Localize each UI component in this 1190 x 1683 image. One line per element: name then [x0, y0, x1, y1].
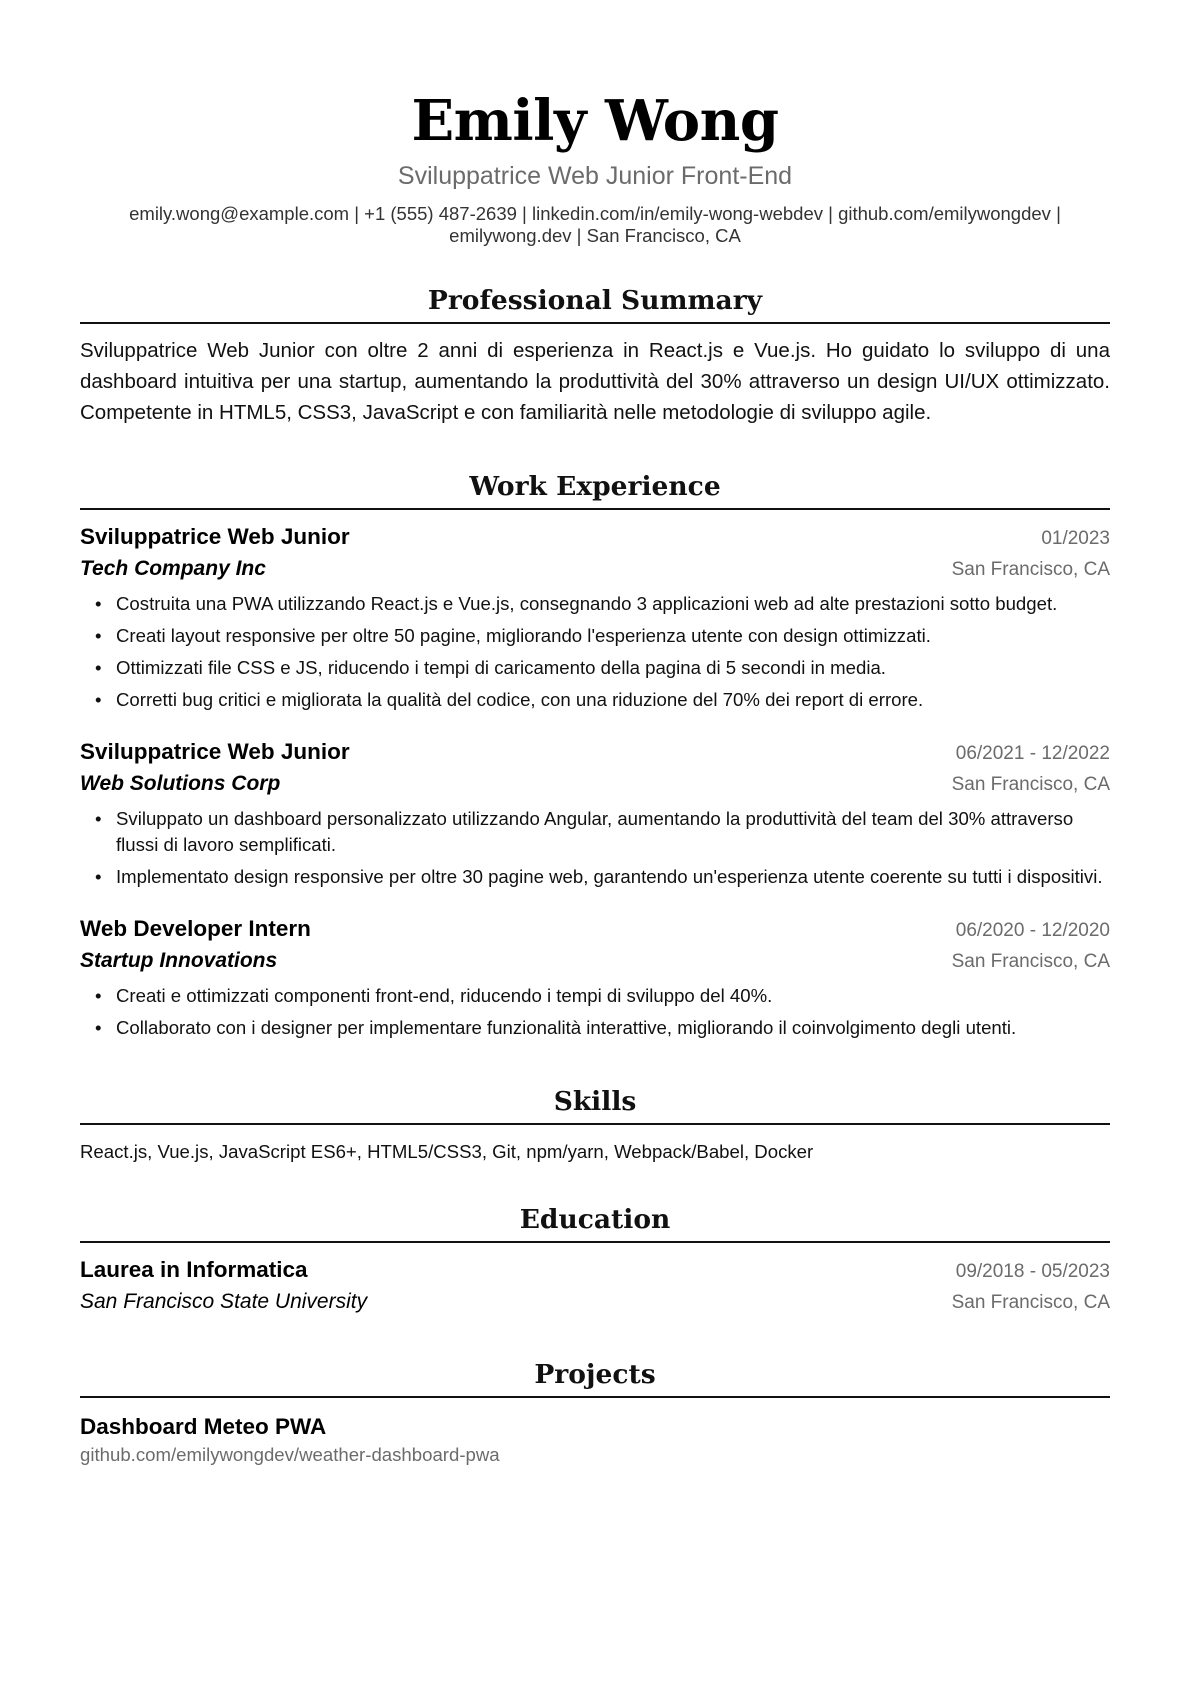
education-entry [80, 1255, 1110, 1318]
bullet-icon: • [95, 866, 102, 887]
job-entry [80, 737, 1110, 890]
job-subheader [80, 554, 1110, 585]
education-title: Education [80, 1203, 1110, 1243]
job-location: San Francisco, CA [951, 951, 1110, 972]
summary-text: Sviluppatrice Web Junior con oltre 2 anni di esperienza in React.js e Vue.js. Ho guidato lo sviluppo di una dashboard intuitiva per una startup, aumentando la produttività del 30% attraverso un design UI/UX ottimizzato. Competente in HTML5, CSS3, JavaScript e con familiarità nelle metodologie di sviluppo agile. [80, 339, 1110, 424]
skills-title: Skills [80, 1085, 1110, 1125]
job-header [80, 737, 1110, 769]
job-header [80, 914, 1110, 946]
projects-title: Projects [80, 1358, 1110, 1398]
job-location: San Francisco, CA [951, 559, 1110, 580]
bullet-icon: • [95, 593, 102, 614]
skills-section [80, 1085, 1110, 1165]
job-bullets [80, 806, 1110, 890]
job-header [80, 522, 1110, 554]
projects-section [80, 1358, 1110, 1468]
job-location: San Francisco, CA [951, 774, 1110, 795]
bullet-icon: • [95, 985, 102, 1006]
bullet-icon: • [95, 1017, 102, 1038]
summary-title: Professional Summary [80, 284, 1110, 324]
skills-text: React.js, Vue.js, JavaScript ES6+, HTML5/CSS3, Git, npm/yarn, Webpack/Babel, Docker [80, 1141, 814, 1162]
list-item: • Creati e ottimizzati componenti front-end, riducendo i tempi di sviluppo del 40%. [80, 983, 1110, 1009]
job-company: Web Solutions Corp [80, 772, 281, 795]
list-item: • Ottimizzati file CSS e JS, riducendo i tempi di caricamento della pagina di 5 secondi in media. [80, 655, 1110, 681]
contact-line-1: emily.wong@example.com | +1 (555) 487-2639 | linkedin.com/in/emily-wong-webdev | github.com/emilywongdev | [129, 203, 1061, 224]
list-item: • Sviluppato un dashboard personalizzato utilizzando Angular, aumentando la produttività del team del 30% attraverso flussi di lavoro semplificati. [95, 808, 1074, 855]
education-header [80, 1255, 1110, 1287]
job-company: Startup Innovations [80, 949, 278, 972]
job-role: Web Developer Intern [80, 916, 311, 941]
list-item: • Creati layout responsive per oltre 50 pagine, migliorando l'esperienza utente con design ottimizzati. [80, 623, 1110, 649]
education-location: San Francisco, CA [951, 1292, 1110, 1313]
bullet-icon: • [95, 689, 102, 710]
degree-name: Laurea in Informatica [80, 1257, 308, 1282]
project-link[interactable]: github.com/emilywongdev/weather-dashboard-pwa [80, 1444, 500, 1465]
project-entry [80, 1412, 1110, 1468]
job-bullets [80, 591, 1110, 713]
job-entry [80, 914, 1110, 1041]
job-entry [80, 522, 1110, 713]
school-name: San Francisco State University [80, 1290, 368, 1313]
job-company: Tech Company Inc [80, 557, 266, 580]
bullet-icon: • [95, 808, 102, 829]
education-subheader [80, 1287, 1110, 1318]
job-date: 06/2021 - 12/2022 [955, 743, 1110, 764]
list-item: • Costruita una PWA utilizzando React.js e Vue.js, consegnando 3 applicazioni web ad alte prestazioni sotto budget. [80, 591, 1110, 617]
bullet-icon: • [95, 657, 102, 678]
bullet-icon: • [95, 625, 102, 646]
experience-title: Work Experience [80, 470, 1110, 510]
job-bullets [80, 983, 1110, 1041]
contact-line-2: emilywong.dev | San Francisco, CA [449, 225, 741, 246]
job-subheader [80, 946, 1110, 977]
contact-info [80, 203, 1110, 247]
job-date: 06/2020 - 12/2020 [955, 920, 1110, 941]
candidate-headline: Sviluppatrice Web Junior Front-End [397, 162, 793, 190]
job-role: Sviluppatrice Web Junior [80, 524, 350, 549]
project-name: Dashboard Meteo PWA [80, 1414, 327, 1439]
experience-section [80, 470, 1110, 1041]
list-item: • Implementato design responsive per oltre 30 pagine web, garantendo un'esperienza utente coerente su tutti i dispositivi. [80, 864, 1110, 890]
summary-section [80, 284, 1110, 428]
job-subheader [80, 769, 1110, 800]
candidate-name: Emily Wong [411, 88, 779, 154]
education-section [80, 1203, 1110, 1318]
resume-page [80, 0, 1110, 1468]
list-item: • Corretti bug critici e migliorata la qualità del codice, con una riduzione del 70% dei report di errore. [80, 687, 1110, 713]
job-date: 01/2023 [1041, 528, 1110, 549]
list-item: • Collaborato con i designer per implementare funzionalità interattive, migliorando il coinvolgimento degli utenti. [80, 1015, 1110, 1041]
job-role: Sviluppatrice Web Junior [80, 739, 350, 764]
education-date: 09/2018 - 05/2023 [955, 1261, 1110, 1282]
